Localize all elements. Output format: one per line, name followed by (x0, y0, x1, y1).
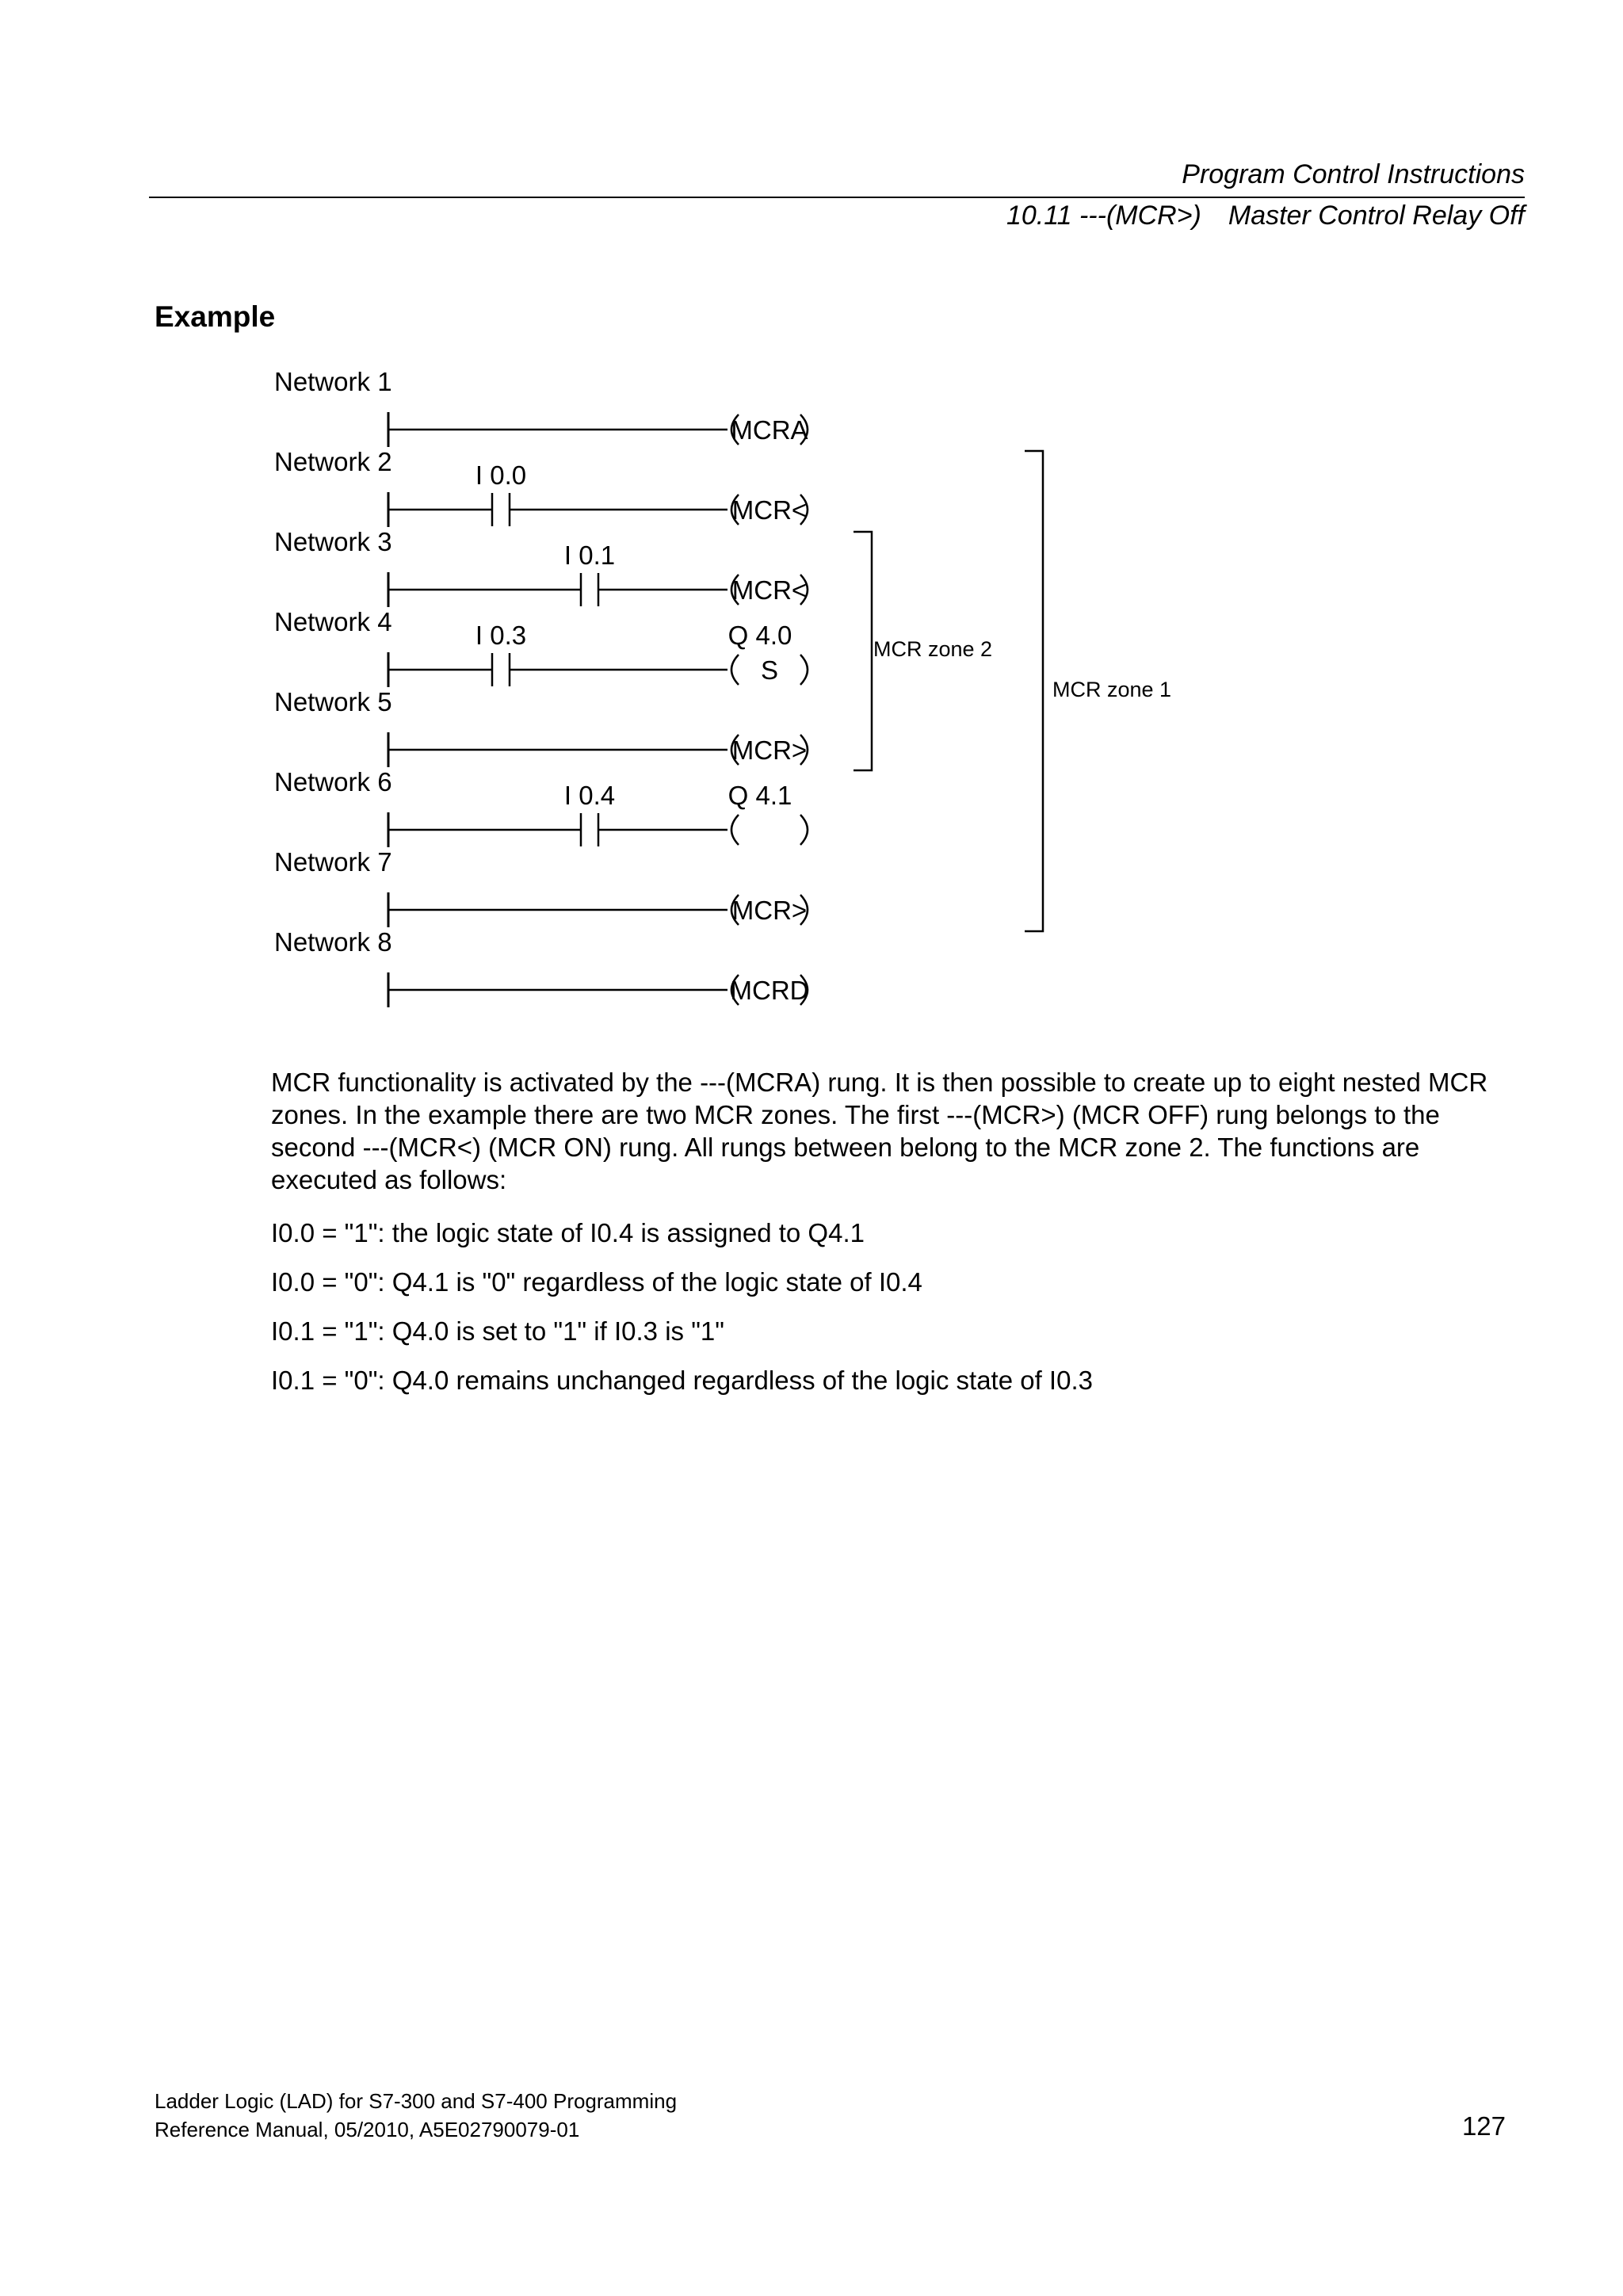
mcr-zone-1-label: MCR zone 1 (1052, 678, 1172, 701)
mcr-zone-1-bracket (1025, 451, 1043, 931)
running-header-chapter: Program Control Instructions (1182, 159, 1525, 189)
coil-left-arc (731, 655, 739, 685)
coil-instruction: MCR> (731, 896, 808, 925)
network-label: Network 4 (274, 607, 392, 636)
contact-label: I 0.4 (563, 781, 616, 810)
coil-right-arc (800, 815, 808, 845)
footer-manual-title: Ladder Logic (LAD) for S7-300 and S7-400 Programming (155, 2089, 678, 2113)
condition-line: I0.0 = "1": the logic state of I0.4 is assigned to Q4.1 (271, 1218, 865, 1247)
mcr-zone-2-label: MCR zone 2 (873, 637, 993, 661)
section-number: 10.11 ---(MCR>) (1006, 201, 1201, 231)
condition-line: I0.1 = "0": Q4.0 remains unchanged regardless of the logic state of I0.3 (271, 1366, 1093, 1395)
description-paragraph: MCR functionality is activated by the ---(MCRA) rung. It is then possible to create up to eight nested MCR zones. In the example there are two MCR zones. The first ---(MCR>) (MCR OFF) rung belongs to the second ---(MCR<) (MCR ON) rung. All rungs between belong to the MCR zone 2. The functions are executed as follows: (271, 1068, 1488, 1194)
coil-instruction: MCRD (730, 976, 809, 1005)
network-label: Network 7 (274, 847, 392, 877)
section-title: Master Control Relay Off (1228, 201, 1525, 231)
coil-instruction: MCRA (731, 415, 808, 445)
mcr-zone-2-bracket (854, 532, 872, 770)
network-label: Network 6 (274, 767, 392, 797)
page-number: 127 (1461, 2111, 1506, 2141)
example-heading: Example (155, 300, 276, 333)
coil-right-arc (800, 655, 808, 685)
coil-left-arc (731, 815, 739, 845)
coil-instruction: MCR< (731, 575, 808, 605)
contact-label: I 0.3 (475, 621, 527, 650)
network-label: Network 8 (274, 927, 392, 957)
contact-label: I 0.1 (563, 541, 616, 570)
condition-line: I0.1 = "1": Q4.0 is set to "1" if I0.3 is "1" (271, 1316, 724, 1346)
coil-instruction: MCR< (731, 495, 808, 525)
network-label: Network 5 (274, 687, 392, 716)
rungs (274, 367, 808, 1007)
contact-label: I 0.0 (475, 460, 527, 490)
network-label: Network 1 (274, 367, 392, 396)
ladder-diagram (0, 0, 1623, 1030)
condition-line: I0.0 = "0": Q4.1 is "0" regardless of the logic state of I0.4 (271, 1267, 922, 1297)
network-label: Network 2 (274, 447, 392, 476)
coil-operand: Q 4.1 (727, 781, 792, 810)
footer-manual-reference: Reference Manual, 05/2010, A5E02790079-01 (155, 2118, 580, 2141)
coil-operand: Q 4.0 (727, 621, 792, 650)
network-label: Network 3 (274, 527, 392, 556)
coil-instruction: S (760, 655, 779, 685)
coil-instruction: MCR> (731, 735, 808, 765)
